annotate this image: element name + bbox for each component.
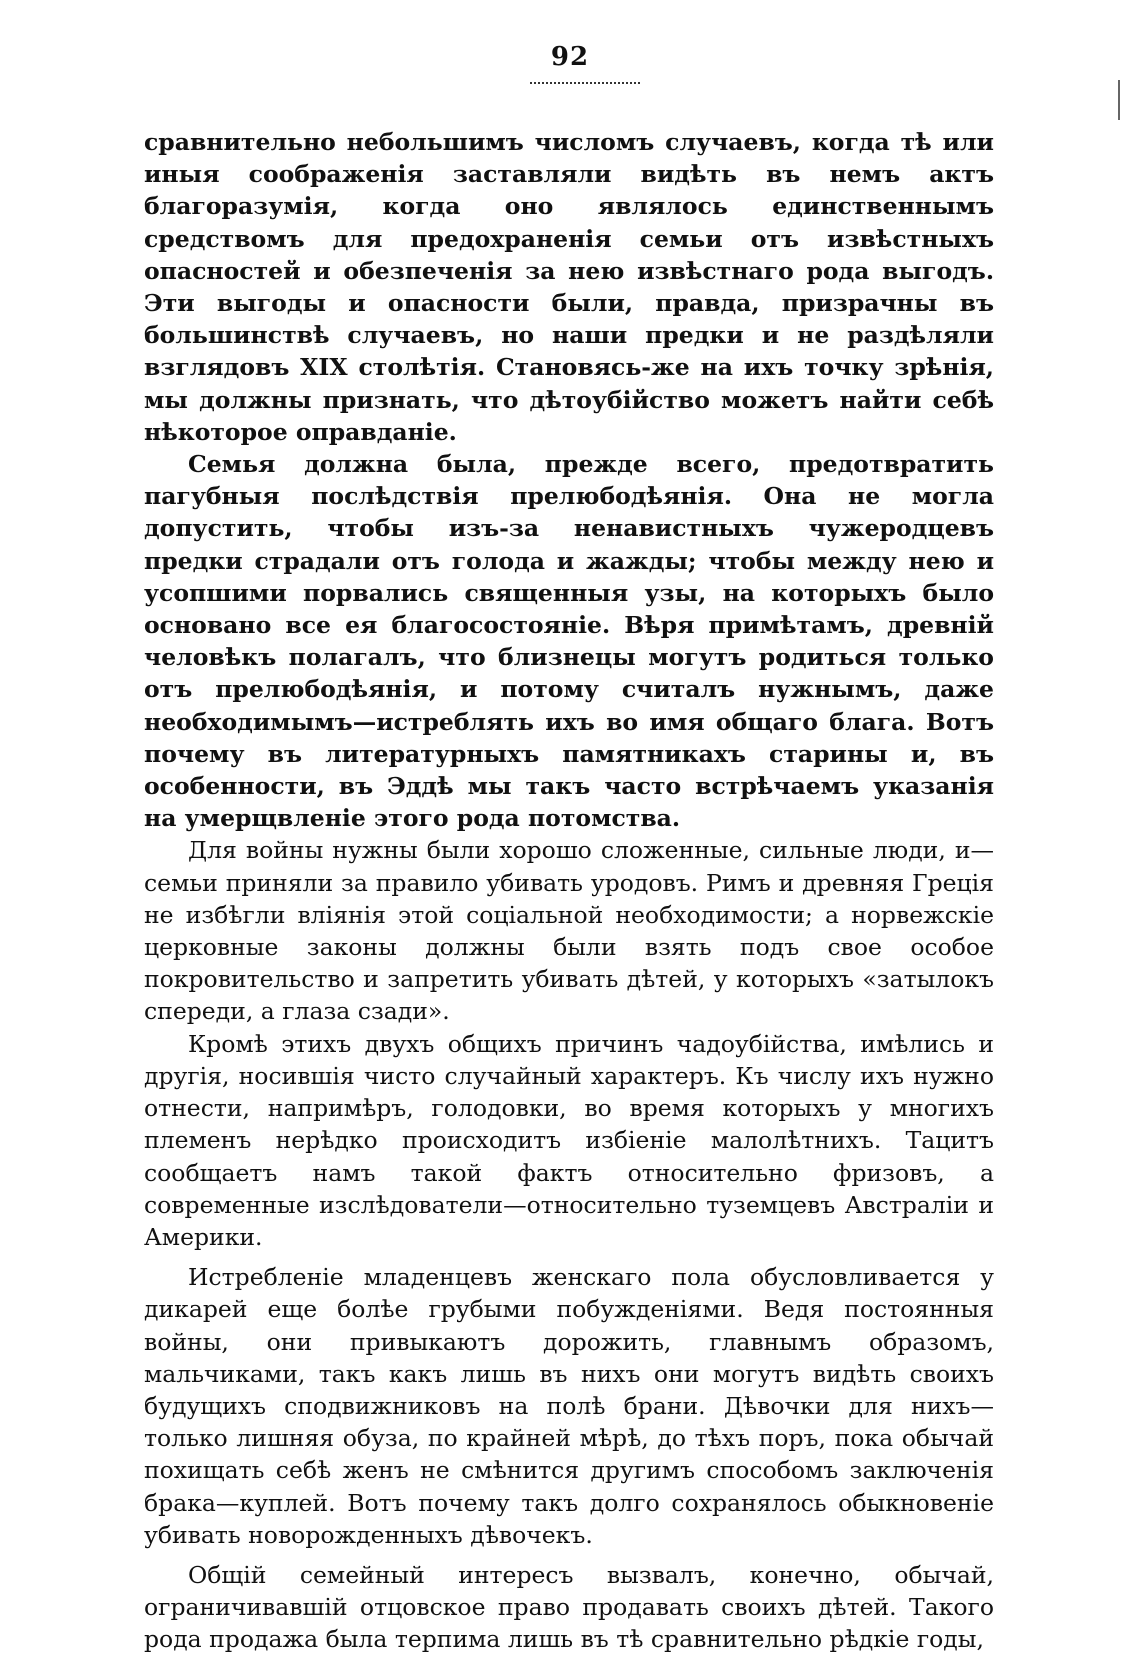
paragraph-5: Истребленіе младенцевъ женскаго пола обусловливается у дикарей еще болѣе грубыми побужденіями. Ведя постоянныя войны, они привыкаютъ дорожить, главнымъ образомъ, мальчиками, такъ какъ лишь въ нихъ они могутъ видѣть своихъ будущихъ сподвижниковъ на полѣ брани. Дѣвочки для нихъ—только лишняя обуза, по крайней мѣрѣ, до тѣхъ поръ, пока обычай похищать себѣ женъ не смѣнится другимъ способомъ заключенія брака—куплей. Вотъ почему такъ долго сохранялось обыкновеніе убивать новорожденныхъ дѣвочекъ. [144,1263,994,1549]
paragraph-6: Общій семейный интересъ вызвалъ, конечно, обычай, ограничивавшій отцовское право продавать своихъ дѣтей. Такого рода продажа была терпима лишь въ тѣ сравнительно рѣдкіе годы, [144,1560,994,1654]
paragraph-3: Для войны нужны были хорошо сложенные, сильные люди, и—семьи приняли за правило убивать уродовъ. Римъ и древняя Греція не избѣгли вліянія этой соціальной необходимости; а норвежскіе церковные законы должны были взять подъ свое особое покровительство и запретить убивать дѣтей, у которыхъ «затылокъ спереди, а глаза сзади». [144,836,994,1026]
paragraph-4: Кромѣ этихъ двухъ общихъ причинъ чадоубійства, имѣлись и другія, носившія чисто случайный характеръ. Къ числу ихъ нужно отнести, напримѣръ, голодовки, во время которыхъ у многихъ племенъ нерѣдко происходитъ избіеніе малолѣтнихъ. Тацитъ сообщаетъ намъ такой фактъ относительно фризовъ, а современные изслѣдователи—относительно туземцевъ Австраліи и Америки. [144,1029,994,1251]
paragraph-2: Семья должна была, прежде всего, предотвратить пагубныя послѣдствія прелюбодѣянія. Она не могла допустить, чтобы изъ-за ненавистныхъ чужеродцевъ предки страдали отъ голода и жажды; чтобы между нею и усопшими порвались священныя узы, на которыхъ было основано все ея благосостояніе. Вѣря примѣтамъ, древній человѣкъ полагалъ, что близнецы могутъ родиться только отъ прелюбодѣянія, и потому считалъ нужнымъ, даже необходимымъ—истреблять ихъ во имя общаго блага. Вотъ почему въ литературныхъ памятникахъ старины и, въ особенности, въ Эддѣ мы такъ часто встрѣчаемъ указанія на умерщвленіе этого рода потомства. [144,450,994,833]
paragraph-1: сравнительно небольшимъ числомъ случаевъ, когда тѣ или иныя соображенія заставляли видѣть въ немъ актъ благоразумія, когда оно являлось единственнымъ средствомъ для предохраненія семьи отъ извѣстныхъ опасностей и обезпеченія за нею извѣстнаго рода выгодъ. Эти выгоды и опасности были, правда, призрачны въ большинствѣ случаевъ, но наши предки и не раздѣляли взглядовъ XIX столѣтія. Становясь-же на ихъ точку зрѣнія, мы должны признать, что дѣтоубійство можетъ найти себѣ нѣкоторое оправданіе. [144,128,994,446]
body-text [144,126,994,1656]
margin-mark [1118,80,1120,120]
page-number-rule [530,82,640,84]
page-number: 92 [550,42,590,72]
